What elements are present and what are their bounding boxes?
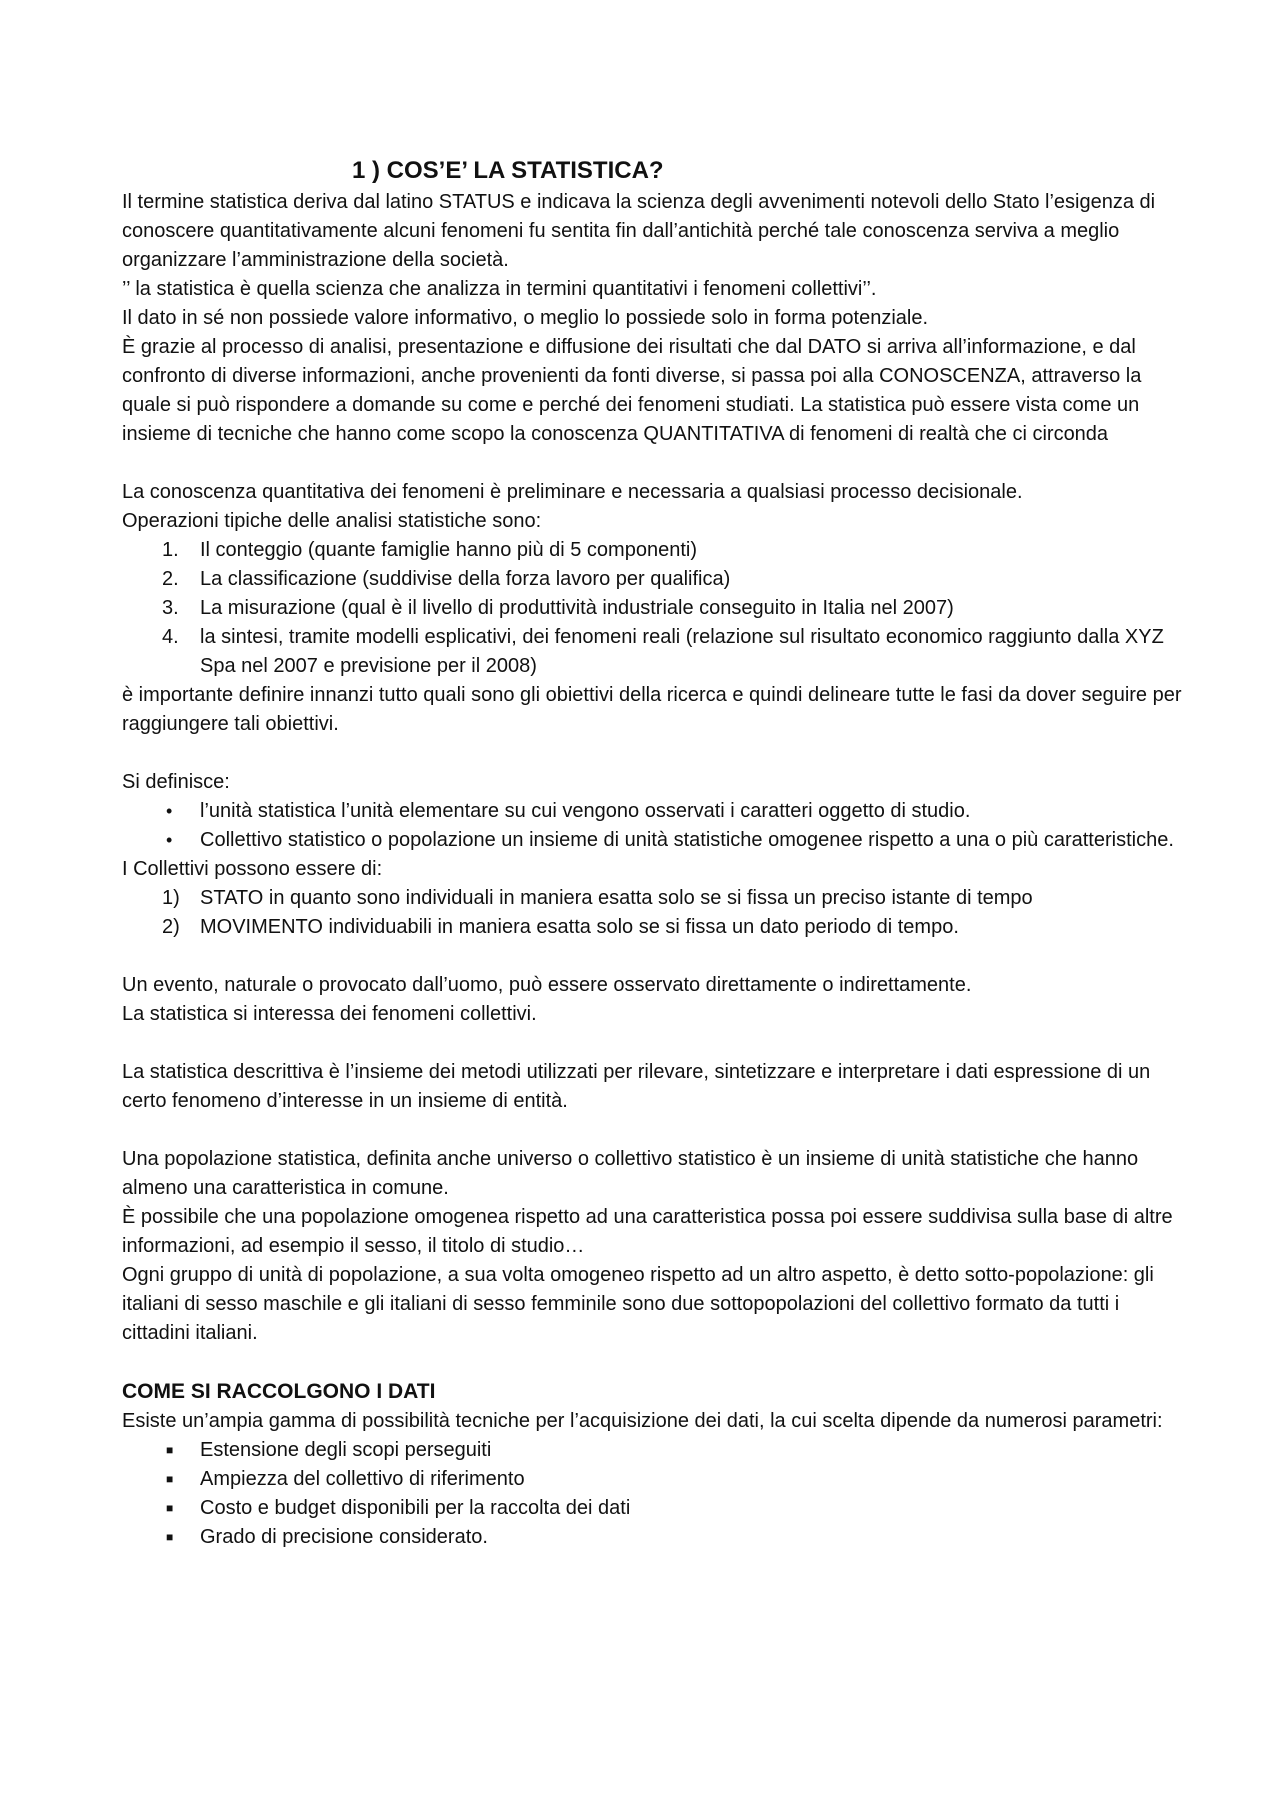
- list-item-text: la sintesi, tramite modelli esplicativi, dei fenomeni reali (relazione sul risultato economico raggiunto dalla XYZ Spa nel 2007 e previsione per il 2008): [200, 626, 1164, 677]
- section-title: COME SI RACCOLGONO I DATI: [122, 1380, 436, 1403]
- list-item: [122, 1465, 1182, 1494]
- operations-after: è importante definire innanzi tutto quali sono gli obiettivi della ricerca e quindi delineare tutte le fasi da dover seguire per raggiungere tali obiettivi.: [122, 684, 1182, 735]
- spacer: [122, 449, 1182, 478]
- list-item: [122, 797, 1182, 826]
- list-item-text: La misurazione (qual è il livello di produttività industriale conseguito in Italia nel 2007): [200, 597, 954, 619]
- document-page: [122, 154, 1182, 1552]
- list-marker: 1): [162, 887, 180, 909]
- list-item-text: Il conteggio (quante famiglie hanno più di 5 componenti): [200, 539, 697, 561]
- list-item: [122, 594, 1182, 623]
- list-item: [122, 536, 1182, 565]
- population-paragraph-2: È possibile che una popolazione omogenea rispetto ad una caratteristica possa poi essere suddivisa sulla base di altre informazioni, ad esempio il sesso, il titolo di studio…: [122, 1206, 1173, 1257]
- intro-paragraph-2: Il dato in sé non possiede valore informativo, o meglio lo possiede solo in forma potenziale.: [122, 307, 929, 329]
- list-marker: 4.: [162, 626, 179, 648]
- definitions-list: [122, 797, 1182, 855]
- list-item: [122, 913, 1182, 942]
- descriptive-paragraph: La statistica descrittiva è l’insieme dei metodi utilizzati per rilevare, sintetizzare e interpretare i dati espressione di un certo fenomeno d’interesse in un insieme di entità.: [122, 1061, 1151, 1112]
- population-paragraph-3: Ogni gruppo di unità di popolazione, a sua volta omogeneo rispetto ad un altro aspetto, è detto sotto-popolazione: gli italiani di sesso maschile e gli italiani di sesso femminile sono due sottopopolazioni del collettivo formato da tutti i cittadini italiani.: [122, 1264, 1154, 1344]
- square-bullet-icon: ■: [166, 1472, 174, 1486]
- intro-paragraph-1: Il termine statistica deriva dal latino STATUS e indicava la scienza degli avvenimenti notevoli dello Stato l’esigenza di conoscere quantitativamente alcuni fenomeni fu sentita fin dall’antichità perché tale conoscenza serviva a meglio organizzare l’amministrazione della società.: [122, 191, 1156, 271]
- intro-quote: ’’ la statistica è quella scienza che analizza in termini quantitativi i fenomeni collettivi’’.: [122, 278, 877, 300]
- operations-intro-1: La conoscenza quantitativa dei fenomeni è preliminare e necessaria a qualsiasi processo decisionale.: [122, 481, 1023, 503]
- list-item: [122, 623, 1182, 681]
- list-item-text: MOVIMENTO individuabili in maniera esatta solo se si fissa un dato periodo di tempo.: [200, 916, 959, 938]
- bullet-icon: •: [166, 830, 173, 850]
- list-item-text: l’unità statistica l’unità elementare su cui vengono osservati i caratteri oggetto di studio.: [200, 800, 971, 822]
- data-collection-intro: Esiste un’ampia gamma di possibilità tecniche per l’acquisizione dei dati, la cui scelta dipende da numerosi parametri:: [122, 1410, 1163, 1432]
- spacer: [122, 739, 1182, 768]
- list-marker: 3.: [162, 597, 179, 619]
- population-paragraph-1: Una popolazione statistica, definita anche universo o collettivo statistico è un insieme di unità statistiche che hanno almeno una caratteristica in comune.: [122, 1148, 1139, 1199]
- spacer: [122, 1029, 1182, 1058]
- list-item-text: Ampiezza del collettivo di riferimento: [200, 1468, 525, 1490]
- list-item-text: Collettivo statistico o popolazione un insieme di unità statistiche omogenee rispetto a una o più caratteristiche.: [200, 829, 1174, 851]
- event-paragraph-2: La statistica si interessa dei fenomeni collettivi.: [122, 1003, 537, 1025]
- spacer: [122, 1348, 1182, 1377]
- list-item-text: Estensione degli scopi perseguiti: [200, 1439, 492, 1461]
- list-item: [122, 884, 1182, 913]
- spacer: [122, 1116, 1182, 1145]
- list-item: [122, 565, 1182, 594]
- event-paragraph-1: Un evento, naturale o provocato dall’uomo, può essere osservato direttamente o indirettamente.: [122, 974, 972, 996]
- list-item-text: La classificazione (suddivise della forza lavoro per qualifica): [200, 568, 731, 590]
- operations-list: [122, 536, 1182, 681]
- definitions-intro: Si definisce:: [122, 771, 230, 793]
- list-item: [122, 1494, 1182, 1523]
- bullet-icon: •: [166, 801, 173, 821]
- list-item-text: Grado di precisione considerato.: [200, 1526, 488, 1548]
- list-item-text: STATO in quanto sono individuali in maniera esatta solo se si fissa un preciso istante di tempo: [200, 887, 1033, 909]
- spacer: [122, 942, 1182, 971]
- operations-intro-2: Operazioni tipiche delle analisi statistiche sono:: [122, 510, 542, 532]
- list-item: [122, 1436, 1182, 1465]
- square-bullet-icon: ■: [166, 1530, 174, 1544]
- list-marker: 1.: [162, 539, 179, 561]
- list-marker: 2): [162, 916, 180, 938]
- square-bullet-icon: ■: [166, 1443, 174, 1457]
- collectives-list: [122, 884, 1182, 942]
- list-item-text: Costo e budget disponibili per la raccolta dei dati: [200, 1497, 631, 1519]
- list-marker: 2.: [162, 568, 179, 590]
- collectives-intro: I Collettivi possono essere di:: [122, 858, 383, 880]
- list-item: [122, 826, 1182, 855]
- page-title: 1 ) COS’E’ LA STATISTICA?: [352, 157, 664, 184]
- square-bullet-icon: ■: [166, 1501, 174, 1515]
- data-collection-list: [122, 1436, 1182, 1552]
- intro-paragraph-3: È grazie al processo di analisi, presentazione e diffusione dei risultati che dal DATO si arriva all’informazione, e dal confronto di diverse informazioni, anche provenienti da fonti diverse, si passa poi alla CONOSCENZA, attraverso la quale si può rispondere a domande su come e perché dei fenomeni studiati. La statistica può essere vista come un insieme di tecniche che hanno come scopo la conoscenza QUANTITATIVA di fenomeni di realtà che ci circonda: [122, 336, 1142, 445]
- list-item: [122, 1523, 1182, 1552]
